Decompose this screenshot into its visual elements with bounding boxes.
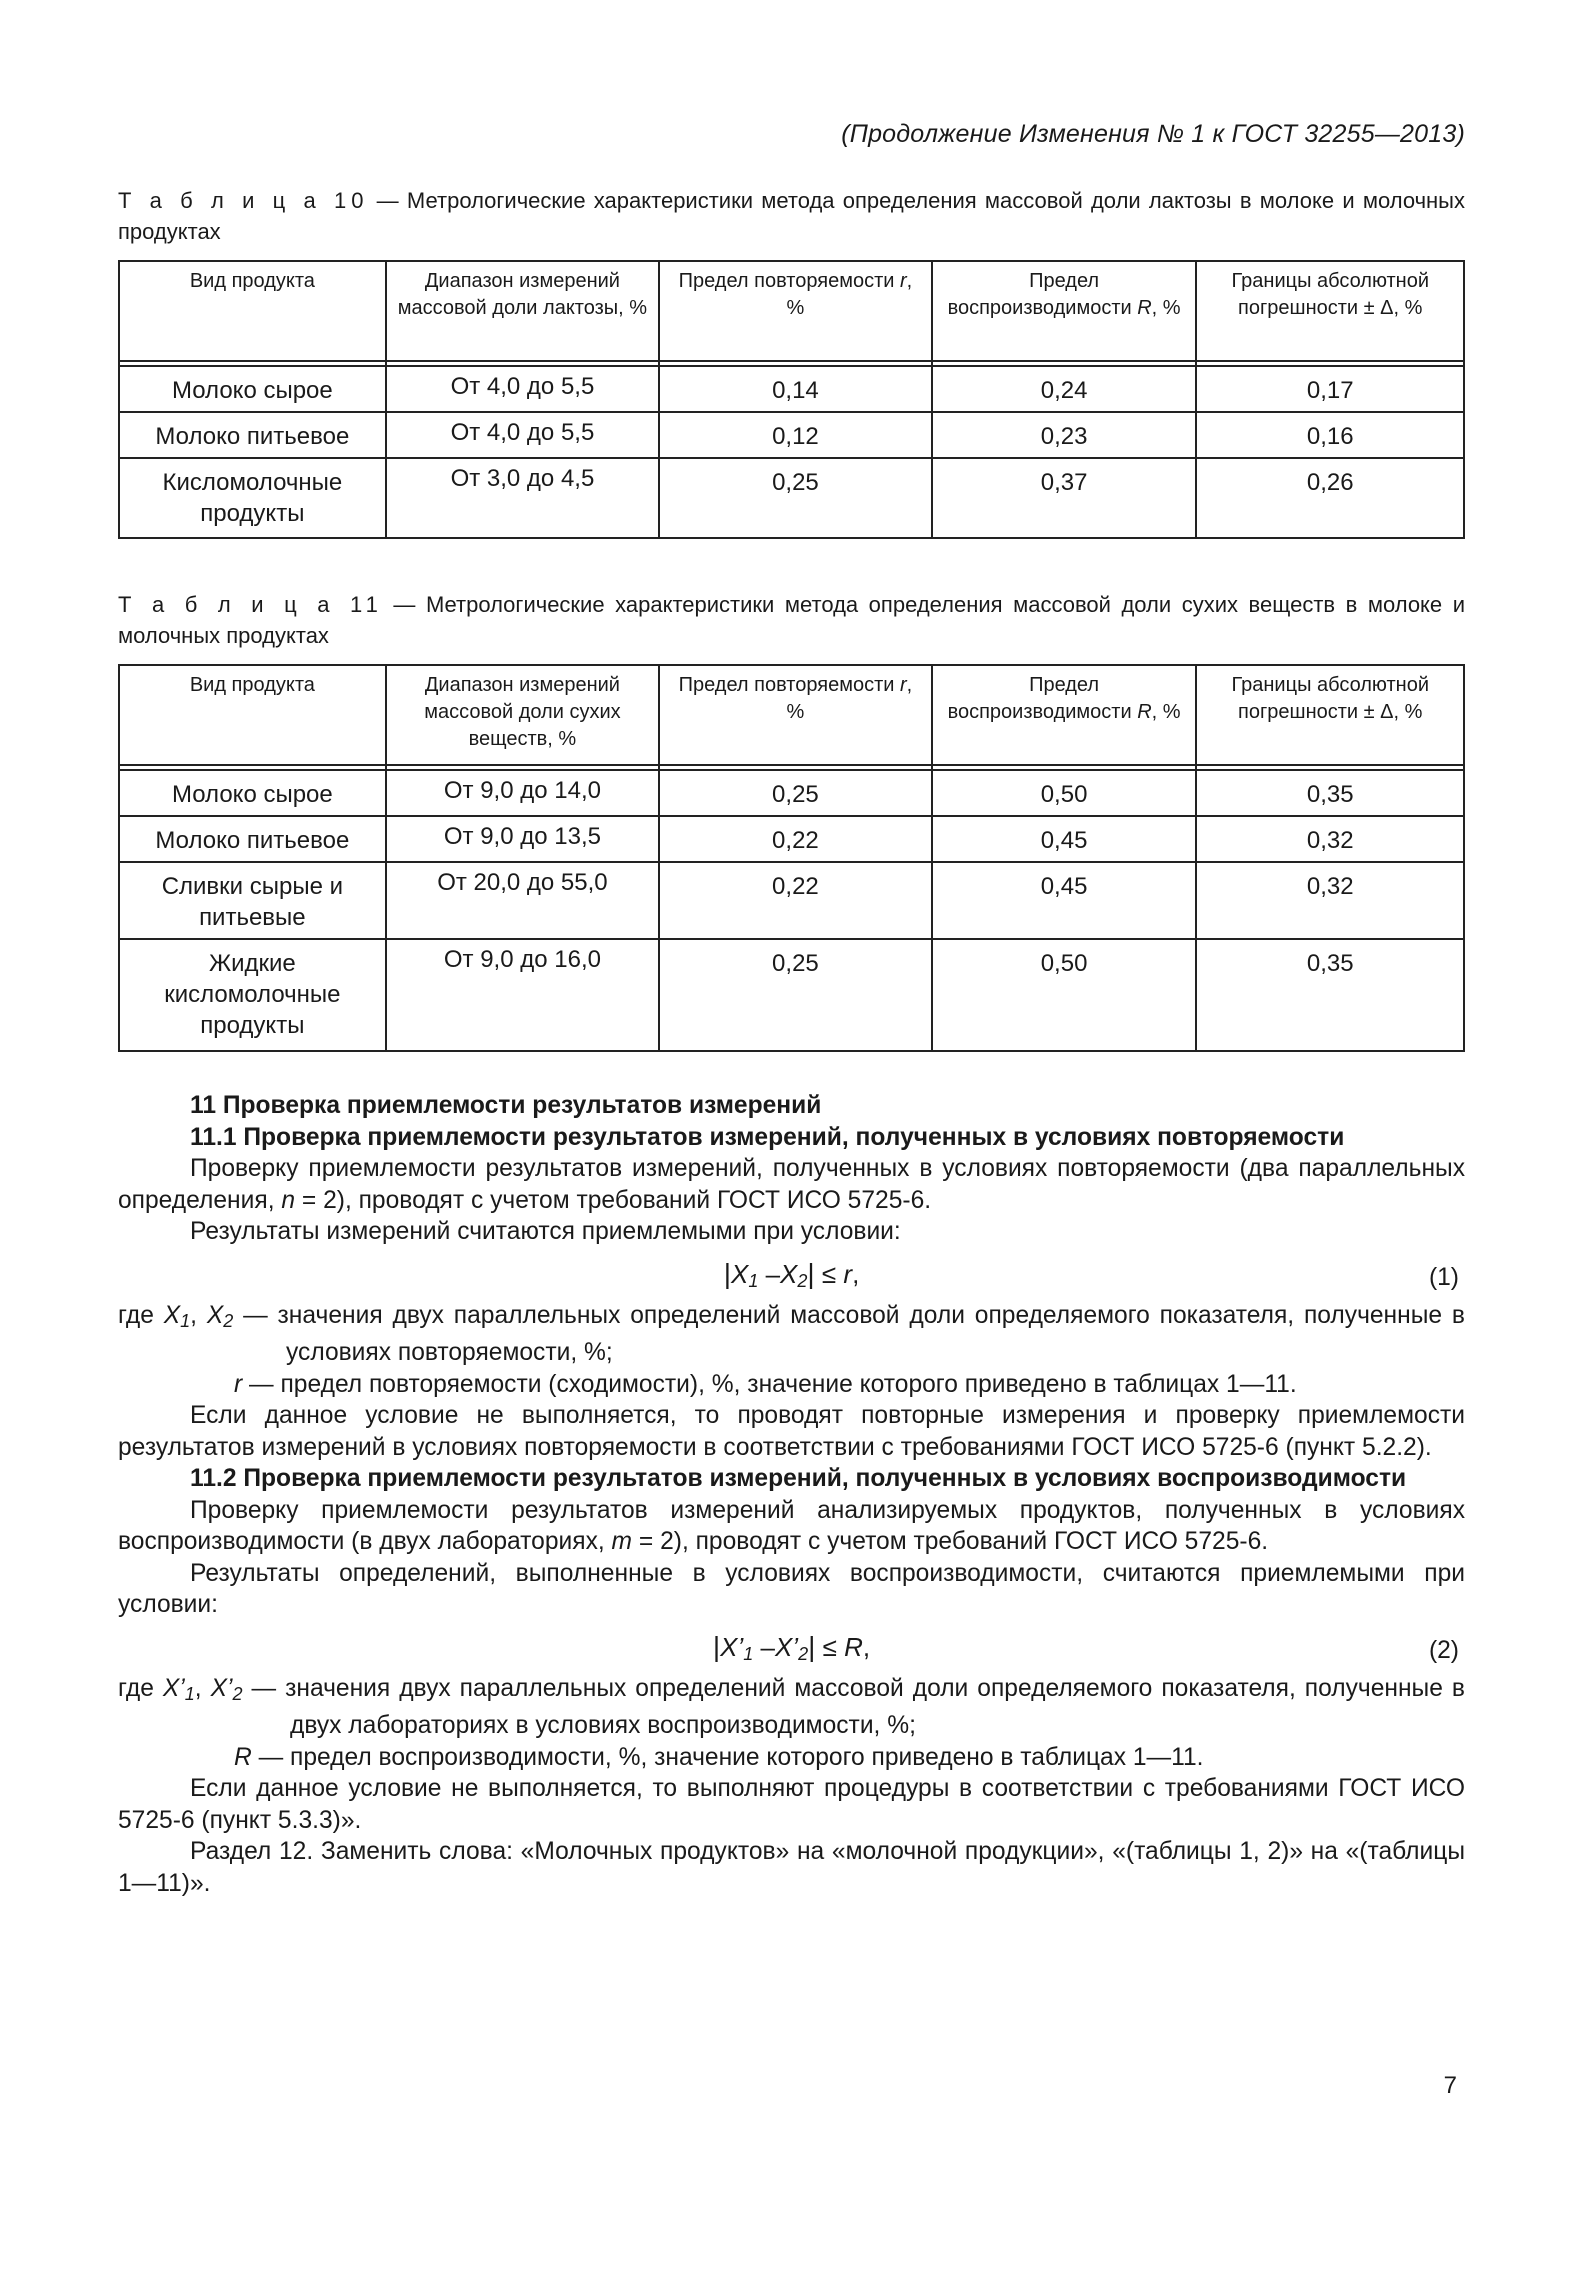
section-11-2-heading: 11.2 Проверка приемлемости результатов измерений, полученных в условиях воспроизводимости	[190, 1465, 1407, 1492]
formula-1-expression: $|X_1$ $-X_2| \le r$,	[723, 1257, 860, 1291]
cell-product: Молоко питьевое	[119, 412, 386, 458]
cell-product: Сливки сырые и питьевые	[119, 862, 386, 939]
cell-product: Молоко питьевое	[119, 816, 386, 862]
formula-1-number: (1)	[1428, 1263, 1459, 1291]
where-clause-r: r — предел повторяемости (сходимости), %, значение которого приведено в таблицах 1—11.	[234, 1370, 1297, 1398]
cell-r: 0,12	[659, 412, 932, 458]
cell-R: 0,24	[932, 366, 1197, 412]
cell-product: Жидкие кисломолочные продукты	[119, 939, 386, 1051]
table11-caption-text: — Метрологические характеристики метода определения массовой доли сухих веществ в молоке и молочных продуктах	[118, 592, 1465, 648]
where-clause: где $X’_1$, $X’_2$ — значения двух параллельных определений массовой доли определяемого показателя, полученные в двух лабораториях в условиях воспроизводимости, %;	[118, 1674, 1465, 1739]
cell-delta: 0,35	[1196, 770, 1464, 816]
cell-delta: 0,32	[1196, 816, 1464, 862]
table10-caption-text: — Метрологические характеристики метода определения массовой доли лактозы в молоке и молочных продуктах	[118, 188, 1465, 244]
cell-R: 0,37	[932, 458, 1197, 538]
table-row	[119, 366, 1464, 412]
cell-R: 0,50	[932, 770, 1197, 816]
table11-col-reproducibility: Предел воспроизводимости R, %	[932, 665, 1197, 765]
cell-product: Молоко сырое	[119, 366, 386, 412]
where-clause-R: R — предел воспроизводимости, %, значение которого приведено в таблицах 1—11.	[234, 1743, 1204, 1771]
formula-2-number: (2)	[1428, 1636, 1459, 1664]
table-row	[119, 458, 1464, 538]
table10-col-reproducibility: Предел воспроизводимости R, %	[932, 261, 1197, 361]
table10-caption-prefix: Т а б л и ц а 10	[118, 188, 369, 213]
cell-r: 0,22	[659, 816, 932, 862]
table11-caption	[118, 589, 1465, 651]
cell-r: 0,14	[659, 366, 932, 412]
cell-range: От 9,0 до 16,0	[386, 939, 659, 1051]
cell-R: 0,45	[932, 816, 1197, 862]
formula-1	[118, 1254, 1465, 1300]
page-number: 7	[1443, 2072, 1457, 2099]
cell-r: 0,22	[659, 862, 932, 939]
table-row	[119, 939, 1464, 1051]
table-row	[119, 862, 1464, 939]
table11-col-repeatability: Предел повторяемости r, %	[659, 665, 932, 765]
cell-product: Кисломолочные продукты	[119, 458, 386, 538]
cell-range: От 9,0 до 14,0	[386, 770, 659, 816]
cell-product: Молоко сырое	[119, 770, 386, 816]
table11-header-row	[119, 665, 1464, 765]
table-row	[119, 770, 1464, 816]
cell-range: От 20,0 до 55,0	[386, 862, 659, 939]
table11	[118, 664, 1465, 1052]
section-11-heading: 11 Проверка приемлемости результатов измерений	[190, 1092, 822, 1119]
cell-delta: 0,32	[1196, 862, 1464, 939]
cell-delta: 0,35	[1196, 939, 1464, 1051]
cell-range: От 4,0 до 5,5	[386, 412, 659, 458]
section-11	[118, 1090, 1465, 1899]
cell-range: От 9,0 до 13,5	[386, 816, 659, 862]
cell-R: 0,23	[932, 412, 1197, 458]
table10-col-range: Диапазон измерений массовой доли лактозы, %	[386, 261, 659, 361]
table-row	[119, 412, 1464, 458]
paragraph: Результаты определений, выполненные в условиях воспроизводимости, считаются приемлемыми при условии:	[118, 1559, 1465, 1618]
table10-col-product: Вид продукта	[119, 261, 386, 361]
cell-r: 0,25	[659, 939, 932, 1051]
table-row	[119, 816, 1464, 862]
formula-2-expression: $|X’_1$ $-X’_2| \le R$,	[712, 1630, 871, 1664]
paragraph: Результаты измерений считаются приемлемыми при условии:	[190, 1218, 901, 1245]
cell-R: 0,45	[932, 862, 1197, 939]
cell-r: 0,25	[659, 458, 932, 538]
cell-delta: 0,16	[1196, 412, 1464, 458]
table10-col-error: Границы абсолютной погрешности ± Δ, %	[1196, 261, 1464, 361]
paragraph: Проверку приемлемости результатов измерений, полученных в условиях повторяемости (два параллельных определения, n = 2), проводят с учетом требований ГОСТ ИСО 5725-6.	[118, 1155, 1465, 1214]
cell-delta: 0,26	[1196, 458, 1464, 538]
table11-col-error: Границы абсолютной погрешности ± Δ, %	[1196, 665, 1464, 765]
table11-col-range: Диапазон измерений массовой доли сухих веществ, %	[386, 665, 659, 765]
table11-caption-prefix: Т а б л и ц а 11	[118, 592, 383, 617]
table10-col-repeatability: Предел повторяемости r, %	[659, 261, 932, 361]
paragraph: Если данное условие не выполняется, то проводят повторные измерения и проверку приемлемости результатов измерений в условиях повторяемости в соответствии с требованиями ГОСТ ИСО 5725-6 (пункт 5.2.2).	[118, 1402, 1465, 1461]
paragraph-section-12: Раздел 12. Заменить слова: «Молочных продуктов» на «молочной продукции», «(таблицы 1, 2)» на «(таблицы 1—11)».	[118, 1838, 1465, 1897]
table11-col-product: Вид продукта	[119, 665, 386, 765]
table10-caption	[118, 185, 1465, 247]
formula-2	[118, 1627, 1465, 1673]
cell-range: От 3,0 до 4,5	[386, 458, 659, 538]
cell-range: От 4,0 до 5,5	[386, 366, 659, 412]
section-11-1-heading: 11.1 Проверка приемлемости результатов измерений, полученных в условиях повторяемости	[190, 1123, 1345, 1151]
cell-delta: 0,17	[1196, 366, 1464, 412]
table10	[118, 260, 1465, 539]
table10-header-row	[119, 261, 1464, 361]
where-clause: где $X_1$, $X_2$ — значения двух параллельных определений массовой доли определяемого показателя, полученные в условиях повторяемости, %;	[118, 1301, 1465, 1366]
cell-R: 0,50	[932, 939, 1197, 1051]
paragraph: Если данное условие не выполняется, то выполняют процедуры в соответствии с требованиями ГОСТ ИСО 5725-6 (пункт 5.3.3)».	[118, 1775, 1465, 1834]
paragraph: Проверку приемлемости результатов измерений анализируемых продуктов, полученных в условиях воспроизводимости (в двух лабораториях, m = 2), проводят с учетом требований ГОСТ ИСО 5725-6.	[118, 1496, 1465, 1555]
cell-r: 0,25	[659, 770, 932, 816]
document-header: (Продолжение Изменения № 1 к ГОСТ 32255—2013)	[841, 120, 1465, 148]
